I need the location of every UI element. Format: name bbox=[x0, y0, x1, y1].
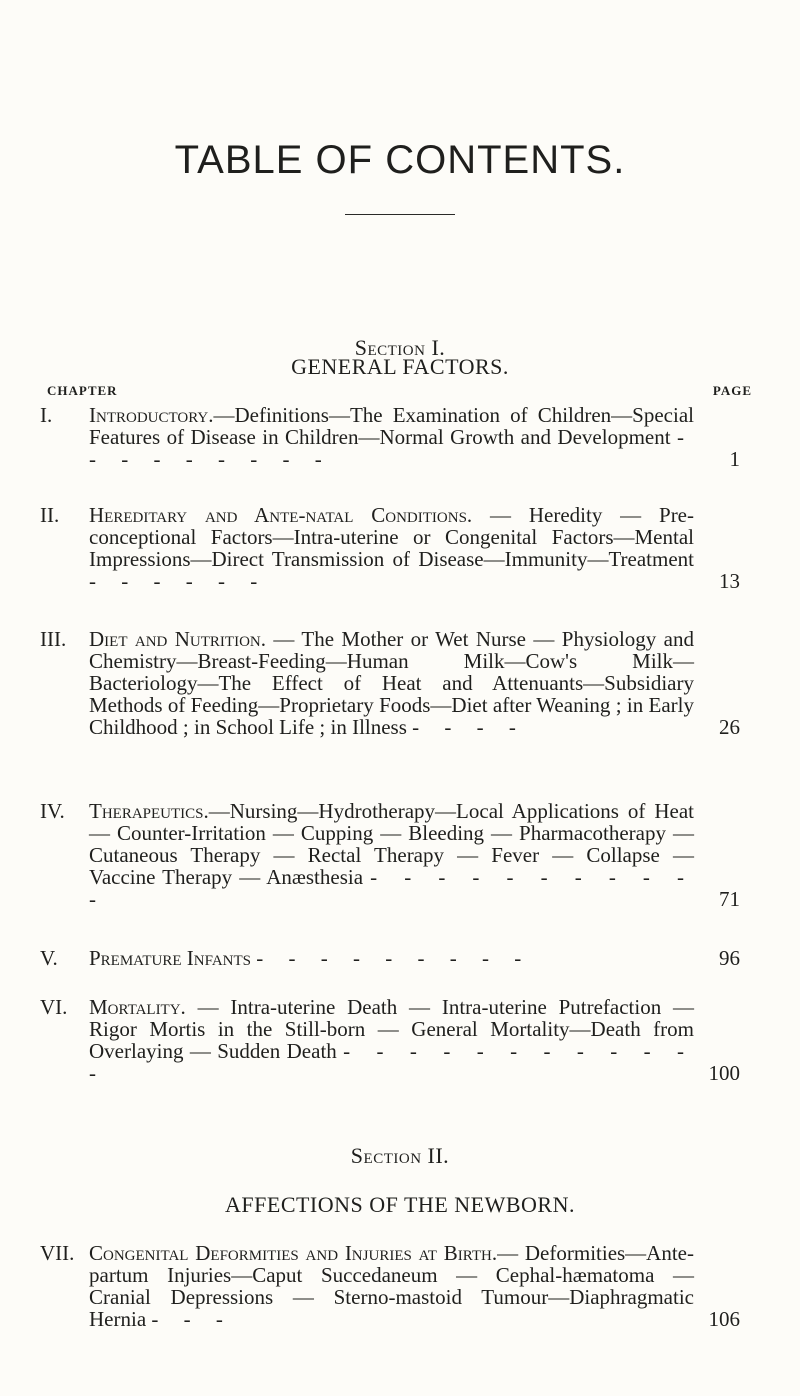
page-number: 26 bbox=[719, 715, 740, 739]
chapter-title: Hereditary and Ante-natal Conditions. bbox=[89, 503, 473, 527]
chapter-number: V. bbox=[40, 946, 58, 970]
chapter-topics: —Nursing—Hydrotherapy—Local Applications of Heat — Counter-Irritation — Cupping — Bleeding — Pharmacotherapy — Cutaneous Therapy — Rectal Therapy — Fever — Collapse — Vaccine Therapy — Anæsthesia bbox=[89, 799, 694, 889]
section-label: Section I. bbox=[354, 335, 446, 360]
toc-entry-1 bbox=[40, 404, 740, 470]
dot-leader: - - - - - - - - - bbox=[89, 425, 694, 471]
dot-leader: - - - bbox=[151, 1307, 233, 1331]
dot-leader: - - - - - - - - - bbox=[256, 946, 532, 970]
chapter-title: Premature Infants bbox=[89, 946, 251, 970]
section-label: Section II. bbox=[350, 1143, 450, 1168]
section-heading: AFFECTIONS OF THE NEWBORN. bbox=[225, 1192, 575, 1217]
chapter-number: VI. bbox=[40, 995, 68, 1019]
chapter-topics: — The Mother or Wet Nurse — Physiology and Chemistry—Breast-Feeding—Human Milk—Cow's Milk—Bacteriology—The Effect of Heat and Attenuants—Subsidiary Methods of Feeding—Proprietary Foods—Diet after Weaning ; in Early Childhood ; in School Life ; in Illness bbox=[89, 627, 694, 739]
page-number: 13 bbox=[719, 569, 740, 593]
chapter-title: Introductory. bbox=[89, 403, 214, 427]
chapter-title: Congenital Deformities and Injuries at Birth. bbox=[89, 1241, 498, 1265]
chapter-number: VII. bbox=[40, 1241, 75, 1265]
toc-entry-7 bbox=[40, 1242, 740, 1330]
page-number: 96 bbox=[719, 946, 740, 970]
chapter-topics: — Deformities—Ante-partum Injuries—Caput Succedaneum — Cephal-hæmatoma — Cranial Depressions — Sterno-mastoid Tumour—Diaphragmatic Hernia bbox=[89, 1241, 695, 1331]
title-rule bbox=[345, 214, 455, 215]
chapter-number: I. bbox=[40, 403, 53, 427]
chapter-column-header: CHAPTER bbox=[47, 383, 118, 398]
page-number: 1 bbox=[729, 447, 740, 471]
page-column-header: PAGE bbox=[712, 383, 752, 398]
page-number: 106 bbox=[708, 1307, 740, 1331]
page-number: 71 bbox=[719, 887, 740, 911]
page-number: 100 bbox=[708, 1061, 740, 1085]
dot-leader: - - - - bbox=[412, 715, 526, 739]
dot-leader: - - - - - - bbox=[89, 569, 268, 593]
chapter-title: Diet and Nutrition. bbox=[89, 627, 266, 651]
chapter-topics: — Heredity — Pre-conceptional Factors—Intra-uterine or Congenital Factors—Mental Impressions—Direct Transmission of Disease—Immunity—Treatment bbox=[89, 503, 695, 571]
chapter-number: II. bbox=[40, 503, 60, 527]
chapter-number: III. bbox=[40, 627, 67, 651]
section-heading: GENERAL FACTORS. bbox=[291, 354, 509, 379]
page-title: TABLE OF CONTENTS. bbox=[174, 138, 626, 182]
toc-entry-4 bbox=[40, 800, 740, 910]
dot-leader: - - - - - - - - - - - - bbox=[89, 1039, 694, 1085]
chapter-topics: —Definitions—The Examination of Children—Special Features of Disease in Children—Normal Growth and Development bbox=[89, 403, 694, 449]
toc-entry-3 bbox=[40, 628, 740, 738]
dot-leader: - - - - - - - - - - - bbox=[89, 865, 695, 911]
toc-entry-6 bbox=[40, 996, 740, 1084]
chapter-title: Therapeutics. bbox=[89, 799, 209, 823]
chapter-title: Mortality. bbox=[89, 995, 186, 1019]
toc-entry-5 bbox=[40, 947, 740, 969]
chapter-number: IV. bbox=[40, 799, 65, 823]
toc-entry-2 bbox=[40, 504, 740, 592]
chapter-topics: — Intra-uterine Death — Intra-uterine Putrefaction — Rigor Mortis in the Still-born — General Mortality—Death from Overlaying — Sudden Death bbox=[89, 995, 694, 1063]
